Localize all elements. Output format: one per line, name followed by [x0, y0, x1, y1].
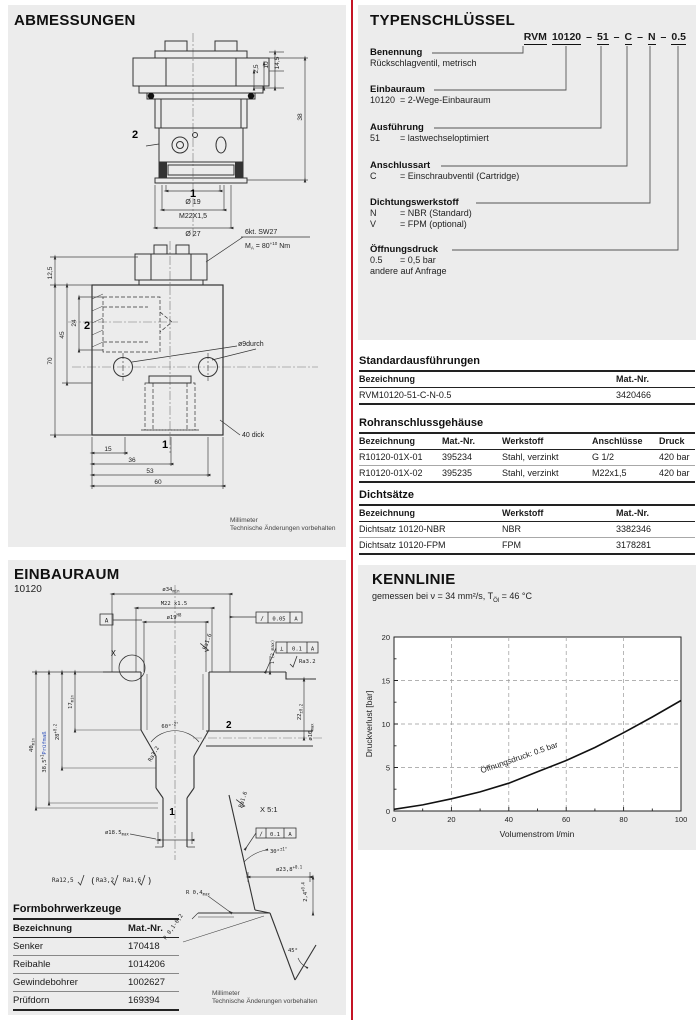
block-port1-label: 1	[161, 439, 169, 451]
dim-dia27: Ø 27	[185, 231, 201, 238]
table-row: Prüfdorn 169394	[13, 992, 179, 1011]
tol2-value: 0.1	[292, 646, 302, 653]
einbauraum-subtitle: 10120	[14, 584, 42, 595]
type-code: RVM 10120 – 51 – C – N – 0.5	[523, 31, 686, 43]
svg-text:100: 100	[674, 815, 688, 824]
dim-dia34: $ø34_{min}$	[162, 587, 180, 594]
rohranschluss-table-title: Rohranschlussgehäuse	[359, 417, 695, 434]
dim-thread-m22: M22X1,5	[178, 213, 208, 220]
entry-oeffnungsdruck: Öffnungsdruck 0.5 = 0,5 bar andere auf Anfrage	[370, 244, 447, 276]
kennlinie-subtitle: gemessen bei ν = 34 mm²/s, $T_{Öl} = 46$ °C	[372, 591, 533, 604]
dim-385-pruefmass: $38,5^{+1}Prüfmaß$	[39, 731, 48, 773]
surface-note-paren-close: )	[147, 877, 153, 887]
dim-45: 45	[59, 331, 66, 339]
standard-table-title: Standardausführungen	[359, 355, 695, 372]
svg-text:15: 15	[381, 676, 390, 686]
hex-sw27-label: 6kt. SW27	[245, 229, 278, 236]
ra32-seat-label: Ra3.2	[147, 745, 162, 763]
dim-r04: R $0,4_{max}$	[186, 890, 210, 897]
table-row: Reibahle 1014206	[13, 956, 179, 974]
code-part-pressure: 0.5	[671, 31, 686, 43]
entry-dichtungswerkstoff: Dichtungswerkstoff N = NBR (Standard) V = FPM (optional)	[370, 197, 472, 229]
valve-port1-label: 1	[189, 188, 197, 200]
x-axis-label: Volumenstrom l/min	[499, 829, 575, 839]
dim-17: $17_{min}$	[68, 695, 75, 709]
code-part-seal: N	[647, 31, 656, 43]
block-port2-label: 2	[84, 320, 91, 332]
dim-dia185: $ø18.5_{max}$	[105, 830, 129, 837]
tol1-value: 0.05	[272, 616, 286, 623]
surface-note-ra125: Ra12,5	[52, 877, 74, 884]
tol1-ref: A	[294, 616, 298, 623]
werkzeuge-table-title: Formbohrwerkzeuge	[13, 903, 179, 920]
werkzeuge-table: Bezeichnung Mat.-Nr. Senker 170418 Reibahle 1014206 Gewindebohrer 1002627 Prüfdorn 169394	[13, 920, 179, 1011]
abmessungen-title: ABMESSUNGEN	[14, 12, 136, 29]
detail-x-marker: X	[111, 649, 116, 658]
dim-angle30: 30°$^{\pm 1^\circ}$	[270, 846, 288, 855]
code-part-size: 10120	[551, 31, 582, 43]
y-tick-labels	[382, 633, 390, 816]
kennlinie-panel	[358, 565, 696, 850]
dim-53: 53	[146, 468, 154, 475]
dim-14-5: 14,5	[274, 56, 281, 70]
dim-angle60: 60°$^{-2^\circ}$	[161, 721, 179, 730]
einbauraum-port1-label: 1	[169, 807, 175, 818]
dichtsaetze-table-title: Dichtsätze	[359, 489, 695, 506]
dim-70: 70	[47, 357, 54, 365]
surface-note-ra16: Ra1,6	[123, 877, 142, 884]
dim-r0102: R 0,1-0,2	[162, 913, 185, 942]
dim-24-chamfer: $2,4^{+0.4}$	[300, 882, 309, 902]
column-divider-rule	[351, 0, 353, 1020]
svg-text:5: 5	[385, 763, 390, 773]
thickness-label: 40 dick	[242, 432, 265, 439]
ra32-right-label: Ra3.2	[299, 659, 316, 665]
kennlinie-title: KENNLINIE	[372, 571, 456, 588]
svg-text:20: 20	[447, 815, 456, 824]
svg-text:10: 10	[381, 720, 390, 729]
dim-step: 1 (2 max)	[271, 639, 276, 664]
tol2-ref: A	[310, 646, 315, 653]
table-row: Dichtsatz 10120-FPM FPM 3178281	[359, 538, 695, 555]
standard-table: Bezeichnung Mat.-Nr. RVM10120-51-C-N-0.5 3420466	[359, 372, 695, 405]
dim-12-5: 12,5	[47, 266, 54, 280]
dim-40: $40_{min}$	[29, 738, 36, 752]
einbauraum-port2-label: 2	[226, 720, 232, 731]
dim-m22: M22 x1.5	[160, 601, 188, 607]
dim-10: 10	[263, 61, 270, 69]
dim-angle45: 45°	[288, 948, 298, 954]
tol1-symbol: ∕	[260, 615, 264, 623]
svg-text:0: 0	[385, 807, 390, 816]
abmessungen-panel	[8, 5, 346, 547]
tol3-symbol: ∕	[259, 831, 263, 838]
torque-label: $M_A = 80^{+10}$ Nm	[245, 241, 291, 251]
dichtsaetze-table: Bezeichnung Werkstoff Mat.-Nr. Dichtsatz 10120-NBR NBR 3382346 Dichtsatz 10120-FPM FPM 3178281	[359, 506, 695, 555]
table-row: RVM10120-51-C-N-0.5 3420466	[359, 388, 695, 405]
table-row: R10120-01X-01 395234 Stahl, verzinkt G 1/2 420 bar	[359, 450, 695, 466]
entry-anschlussart: Anschlussart C = Einschraubventil (Cartridge)	[370, 160, 520, 181]
dim-dia19: Ø 19	[185, 199, 201, 206]
entry-benennung: Benennung Rückschlagventil, metrisch	[370, 47, 477, 68]
dim-38: 38	[297, 113, 304, 121]
datum-a-label: A	[104, 617, 109, 625]
hole-dia9-label: ø9durch	[238, 341, 264, 348]
abmessungen-footnote: Millimeter Technische Änderungen vorbehalten	[230, 517, 336, 532]
table-row: Gewindebohrer 1002627	[13, 974, 179, 992]
curve-label: Öffnungsdruck: 0.5 bar	[479, 740, 560, 776]
code-part-version: 51	[596, 31, 609, 43]
table-row: R10120-01X-02 395235 Stahl, verzinkt M22x1,5 420 bar	[359, 466, 695, 483]
dim-dia19-h8: $ø19^{H8}$	[166, 612, 182, 621]
dim-15: 15	[104, 446, 112, 453]
tol2-symbol: ⊥	[279, 645, 284, 653]
tol3-value: 0.1	[270, 832, 280, 838]
svg-text:0: 0	[391, 815, 397, 824]
dim-24: 24	[71, 319, 78, 327]
svg-text:60: 60	[562, 815, 571, 824]
tol3-ref: A	[288, 832, 292, 838]
x-tick-labels	[392, 815, 687, 824]
entry-ausfuehrung: Ausführung 51 = lastwechseloptimiert	[370, 122, 489, 143]
dim-dia10: $ø10_{max}$	[308, 723, 315, 741]
typenschluessel-title: TYPENSCHLÜSSEL	[370, 12, 516, 29]
einbauraum-title: EINBAURAUM	[14, 566, 120, 583]
valve-port2-label: 2	[132, 129, 139, 141]
surface-note-ra32: Ra3,2	[96, 877, 115, 884]
svg-text:20: 20	[381, 633, 390, 642]
dim-36: 36	[128, 457, 136, 464]
rohranschluss-table: Bezeichnung Mat.-Nr. Werkstoff Anschlüsse Druck R10120-01X-01 395234 Stahl, verzinkt G 1/2 420 bar R10120-01X-02 395235 Stahl, verzinkt M22x1,5 420 bar	[359, 434, 695, 483]
code-part-rvm: RVM	[523, 31, 547, 43]
einbauraum-footnote: Millimeter Technische Änderungen vorbehalten	[212, 990, 318, 1005]
table-row: Senker 170418	[13, 938, 179, 956]
svg-text:40: 40	[504, 815, 513, 824]
y-axis-label: Druckverlust [bar]	[364, 690, 374, 758]
einbauraum-panel	[8, 560, 346, 1015]
dim-60: 60	[154, 479, 162, 486]
ra16-top-label: Ra1.6	[202, 633, 214, 651]
dim-dia238: $ø23,8^{+0.1}$	[276, 864, 303, 873]
surface-note-paren-open: (	[90, 877, 96, 887]
detail-x-scale-label: X 5:1	[260, 805, 278, 814]
dim-28: $28^{+0.2}$	[52, 723, 61, 741]
table-row: Dichtsatz 10120-NBR NBR 3382346	[359, 522, 695, 538]
typenschluessel-panel	[358, 5, 696, 340]
code-part-connection: C	[624, 31, 633, 43]
svg-text:80: 80	[619, 815, 628, 824]
dim-22: $22_{\pm 0.2}$	[297, 703, 304, 721]
kennlinie-chart	[362, 608, 692, 848]
abmessungen-drawing	[8, 5, 346, 547]
entry-einbauraum: Einbauraum 10120 = 2-Wege-Einbauraum	[370, 84, 491, 105]
ra16-detail-label: Ra1.6	[238, 791, 250, 809]
dim-2-5: 2,5	[253, 64, 260, 74]
